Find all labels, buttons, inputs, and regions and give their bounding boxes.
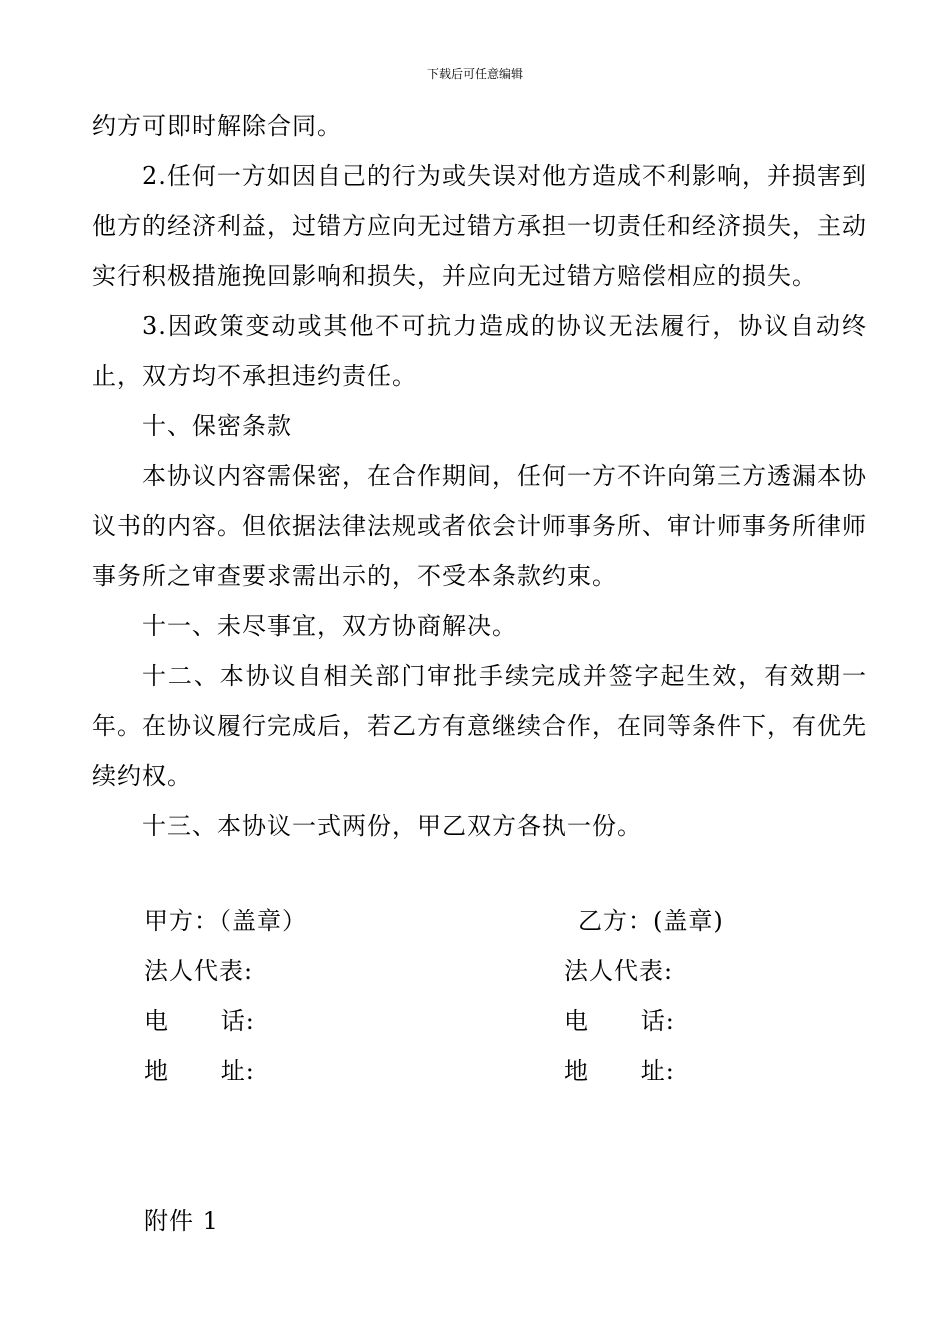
attachment-label: 附件 1 (144, 1207, 219, 1235)
paragraph-clause-2: 2.任何一方如因自己的行为或失误对他方造成不利影响，并损害到他方的经济利益，过错方应向无过错方承担一切责任和经济损失，主动实行积极措施挽回影响和损失，并应向无过错方赔偿相应的损失。 (92, 162, 867, 290)
party-a-phone: 电 话: (144, 1007, 255, 1035)
party-b-address: 地 址: (564, 1057, 675, 1085)
party-a-address: 地 址: (144, 1057, 255, 1085)
party-a-legal-rep: 法人代表: (144, 957, 254, 985)
paragraph-confidentiality: 本协议内容需保密，在合作期间，任何一方不许向第三方透漏本协议书的内容。但依据法律法规或者依会计师事务所、审计师事务所律师事务所之审查要求需出示的，不受本条款约束。 (92, 462, 867, 590)
party-b-phone: 电 话: (564, 1007, 675, 1035)
paragraph-section-12: 十二、本协议自相关部门审批手续完成并签字起生效，有效期一年。在协议履行完成后，若乙方有意继续合作，在同等条件下，有优先续约权。 (92, 662, 867, 790)
party-b-title: 乙方：(盖章) (578, 907, 724, 935)
party-a-title: 甲方：（盖章） (144, 907, 307, 935)
paragraph-section-11: 十一、未尽事宜，双方协商解决。 (142, 612, 517, 640)
paragraph-clause-3: 3.因政策变动或其他不可抗力造成的协议无法履行，协议自动终止，双方均不承担违约责任。 (92, 312, 867, 390)
paragraph-section-13: 十三、本协议一式两份，甲乙双方各执一份。 (142, 812, 642, 840)
party-b-legal-rep: 法人代表: (564, 957, 674, 985)
section-heading-confidentiality: 十、保密条款 (142, 412, 292, 440)
page-header: 下载后可任意编辑 (426, 67, 523, 81)
paragraph-continuation: 约方可即时解除合同。 (92, 112, 342, 140)
